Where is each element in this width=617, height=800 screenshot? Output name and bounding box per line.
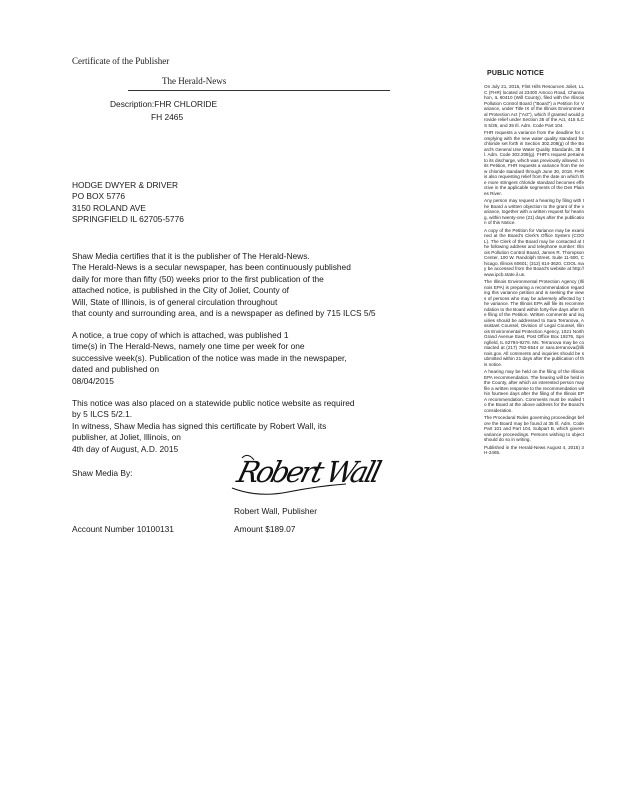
- reference-line: FH 2465: [151, 112, 184, 122]
- recipient-city-state-zip: SPRINGFIELD IL 62705-5776: [72, 214, 184, 225]
- recipient-name: HODGE DWYER & DRIVER: [72, 180, 179, 190]
- public-notice-column: [484, 84, 584, 764]
- para3-line: In witness, Shaw Media has signed this certificate by Robert Wall, its: [72, 420, 327, 431]
- notice-paragraph: A copy of the Petition for Variance may be examined at the Board's Clerk's Office System (COOL). The Clerk of the Board may be contacted at the following address and telephone number: Illinois Pollution Control Board, James R. Thompson Center, 100 W. Randolph Street, Suite 11-500, Chicago, Illinois 60601; (312) 814-3620. COOL may be accessed from the Board's website at http://www.ipcb.state.il.us.: [484, 227, 584, 277]
- para3-line: by 5 ILCS 5/2.1.: [72, 409, 133, 420]
- para1-line: attached notice, is published in the City of Joliet, County of: [72, 285, 289, 296]
- notice-paragraph: FHR requests a variance from the deadline for complying with the new water quality standard for chloride set forth in Section 302.208(g) of the Board's General Use Water Quality Standards, 35 Ill. Adm. Code 302.208(g). FHR's request pertains to its discharge, which was previously allowed. In its Petition, FHR requests a variance from the new chloride standard through June 30, 2018. FHR is also requesting relief from the date on which the more stringent chloride standard becomes effective in the applicable segments of the Des Plaines River.: [484, 130, 584, 196]
- recipient-po-box: PO BOX 5776: [72, 191, 126, 202]
- signature-text: Robert Wall: [233, 455, 383, 489]
- notice-paragraph: The Illinois Environmental Protection Agency (Illinois EPA) is preparing a recommendation regarding this variance petition and is seeking the views of persons who may be adversely affected by the variance. The Illinois EPA will file its recommendation to the Board within forty-five days after the filing of the Petition. Written comments and inquiries should be addressed to Sara Terranova, Assistant Counsel, Division of Legal Counsel, Illinois Environmental Protection Agency, 1021 North Grand Avenue East, Post Office Box 19276, Springfield, IL 62794-9276. Ms. Terranova may be contacted at (217) 782-5544 or sara.terranova@illinois.gov. All comments and inquiries should be submitted within 21 days after the publication of this notice.: [484, 279, 584, 367]
- para1-line: The Herald-News is a secular newspaper, has been continuously published: [72, 262, 351, 273]
- notice-paragraph: The Procedural Rules governing proceedings before the Board may be found at 35 Ill. Adm. Code Part 101 and Part 104, Subpart B, which govern variance proceedings. Persons wishing to object should do so in writing.: [484, 415, 584, 442]
- publication-date: 08/04/2015: [72, 375, 114, 386]
- public-notice-heading: PUBLIC NOTICE: [487, 70, 545, 77]
- para1-line: that county and surrounding area, and is a newspaper as defined by 715 ILCS 5/5: [72, 308, 376, 319]
- amount: Amount $189.07: [234, 524, 296, 534]
- para3-line: publisher, at Joliet, Illinois, on: [72, 432, 181, 443]
- notice-paragraph: A hearing may be held on the filing of the Illinois EPA recommendation. The hearing will be held in the County, after which an interested person may file a written response to the recommendation within fourteen days after the filing of the Illinois EPA recommendation. Comments must be mailed to the Board at the above address for the Board's consideration.: [484, 369, 584, 413]
- para2-line: A notice, a true copy of which is attached, was published 1: [72, 330, 289, 340]
- publication-paragraph: [72, 330, 347, 387]
- signing-date: 4th day of August, A.D. 2015: [72, 443, 179, 454]
- recipient-address: [72, 180, 184, 226]
- witness-paragraph: [72, 398, 355, 455]
- para1-line: Will, State of Illinois, is of general circulation throughout: [72, 296, 278, 307]
- para3-line: This notice was also placed on a statewide public notice website as required: [72, 398, 355, 408]
- para2-line: successive week(s). Publication of the notice was made in the newspaper,: [72, 352, 347, 363]
- header-rule: [128, 90, 390, 91]
- shaw-media-by-label: Shaw Media By:: [72, 468, 133, 478]
- certification-paragraph: [72, 251, 376, 319]
- account-number: Account Number 10100131: [72, 524, 174, 534]
- signature-image: [228, 448, 383, 504]
- recipient-street: 3150 ROLAND AVE: [72, 202, 146, 213]
- notice-paragraph: Published in the Herald-News August 4, 2015) 3H-2465.: [484, 444, 584, 455]
- notice-paragraph: On July 21, 2015, Flint Hills Resources Joliet, LLC (FHR) located at 23400 Amoco Road, Channahon, IL 60410 (Will County), filed with the Illinois Pollution Control Board ("Board") a Petition for Variance, under Title IX of the Illinois Environmental Protection Act ("Act"), which if granted would provide relief under Section 35 of the Act, 415 ILCS 5/35, and 35 Ill. Adm. Code Part 104.: [484, 84, 584, 128]
- description-line: Description:FHR CHLORIDE: [110, 99, 218, 109]
- notice-paragraph: Any person may request a hearing by filing with the Board a written objection to the grant of the variance, together with a written request for hearing, within twenty-one (21) days after the publication of this Notice.: [484, 198, 584, 225]
- newspaper-name: The Herald-News: [162, 76, 227, 86]
- para1-line: daily for more than fifty (50) weeks prior to the first publication of the: [72, 273, 324, 284]
- signer-caption: Robert Wall, Publisher: [234, 506, 318, 516]
- para2-line: dated and published on: [72, 364, 160, 375]
- para1-line: Shaw Media certifies that it is the publisher of The Herald-News.: [72, 251, 310, 261]
- signature-flourish: [228, 448, 352, 504]
- para2-line: time(s) in The Herald-News, namely one time per week for one: [72, 341, 305, 352]
- certificate-title: Certificate of the Publisher: [72, 56, 170, 66]
